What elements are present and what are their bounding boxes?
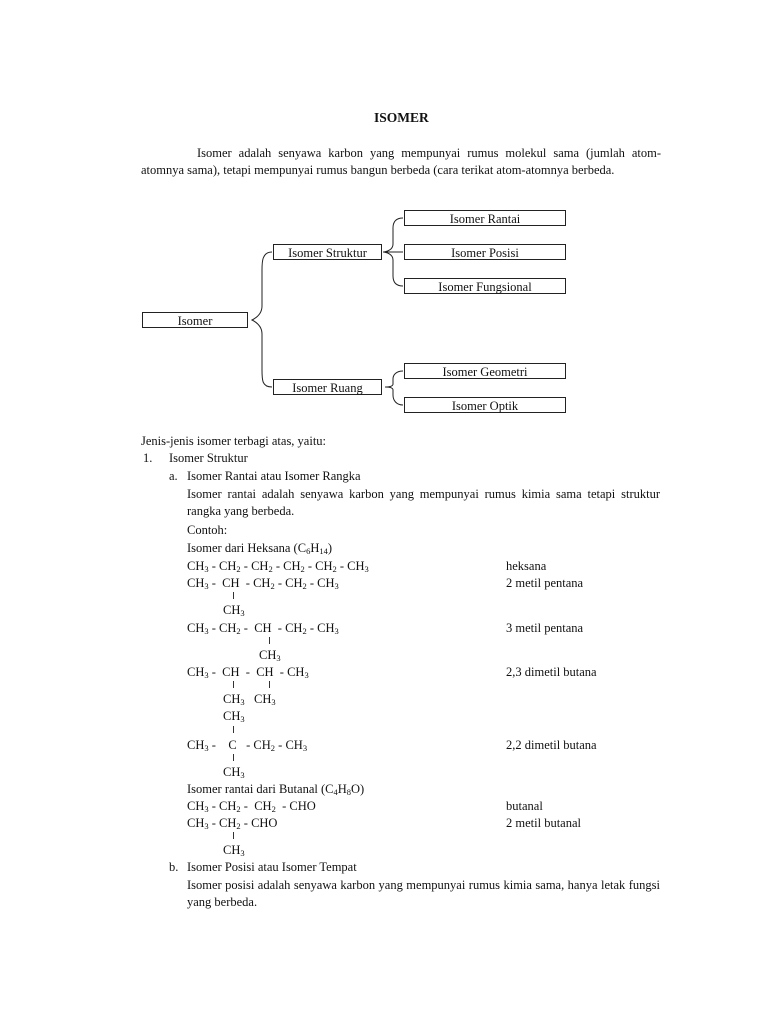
label-3-metil-pentana: 3 metil pentana <box>506 621 584 635</box>
butanal-title: Isomer rantai dari Butanal $(C_4H_8O)$ <box>187 782 365 797</box>
formula-3-metil-pentana: $CH_3 - CH_2$ - CH - $CH_2 - CH_3$ <box>187 621 339 636</box>
formula-2-metil-butanal: $CH_3 - CH_2$ - CHO <box>187 816 278 831</box>
box-isomer-optik: Isomer Optik <box>404 397 566 413</box>
section-1-number: 1. <box>143 451 153 465</box>
bond-line <box>233 832 234 839</box>
sub-a-desc: Isomer rantai adalah senyawa karbon yang mempunyai rumus kimia sama tetapi struktur rangka yang berbeda. <box>187 487 660 518</box>
formula-heksana: $CH_3 - CH_2 - CH_2 - CH_2 - CH_2 - CH_3$ <box>187 559 369 574</box>
jenis-intro: Jenis-jenis isomer terbagi atas, yaitu: <box>141 434 327 448</box>
heksana-title: Isomer dari Heksana $(C_6H_{14})$ <box>187 541 333 556</box>
label-2-metil-butanal: 2 metil butanal <box>506 816 581 830</box>
label-2-3-dimetil-butana: 2,3 dimetil butana <box>506 665 597 679</box>
bond-line <box>269 637 270 644</box>
contoh-label: Contoh: <box>187 523 228 537</box>
bond-line <box>233 681 234 688</box>
label-heksana: heksana <box>506 559 547 573</box>
label-2-metil-pentana: 2 metil pentana <box>506 576 584 590</box>
sub-b-desc: Isomer posisi adalah senyawa karbon yang mempunyai rumus kimia sama, hanya letak fungsi yang berbeda. <box>187 878 660 909</box>
bond-line <box>269 681 270 688</box>
branch-ch3: $CH_3$ $CH_3$ <box>223 692 276 707</box>
formula-2-3-dimetil-butana: $CH_3$ - CH - CH - $CH_3$ <box>187 665 309 680</box>
label-butanal: butanal <box>506 799 543 813</box>
sub-b-letter: b. <box>169 860 179 874</box>
formula-2-metil-pentana: $CH_3$ - CH - $CH_2 - CH_2 - CH_3$ <box>187 576 339 591</box>
page-title: ISOMER <box>374 110 429 125</box>
formula-butanal: $CH_3 - CH_2 - CH_2$ - CHO <box>187 799 316 814</box>
bond-line <box>233 726 234 733</box>
branch-ch3: $CH_3$ <box>259 648 281 663</box>
branch-ch3: $CH_3$ <box>223 765 245 780</box>
sub-a-letter: a. <box>169 469 178 483</box>
box-isomer-rantai: Isomer Rantai <box>404 210 566 226</box>
box-isomer-struktur: Isomer Struktur <box>273 244 382 260</box>
box-isomer-fungsional: Isomer Fungsional <box>404 278 566 294</box>
sub-a-label: Isomer Rantai atau Isomer Rangka <box>187 469 361 483</box>
branch-ch3: $CH_3$ <box>223 709 245 724</box>
box-isomer-posisi: Isomer Posisi <box>404 244 566 260</box>
formula-2-2-dimetil-butana: $CH_3$ - C - $CH_2 - CH_3$ <box>187 738 308 753</box>
box-isomer-root: Isomer <box>142 312 248 328</box>
box-isomer-geometri: Isomer Geometri <box>404 363 566 379</box>
bond-line <box>233 592 234 599</box>
bond-line <box>233 754 234 761</box>
label-2-2-dimetil-butana: 2,2 dimetil butana <box>506 738 597 752</box>
box-isomer-ruang: Isomer Ruang <box>273 379 382 395</box>
section-1-label: Isomer Struktur <box>169 451 248 465</box>
intro-paragraph: Isomer adalah senyawa karbon yang mempunyai rumus molekul sama (jumlah atom-atomnya sama), tetapi mempunyai rumus bangun berbeda (cara terikat atom-atomnya berbeda. <box>141 146 661 177</box>
branch-ch3: $CH_3$ <box>223 603 245 618</box>
branch-ch3: $CH_3$ <box>223 843 245 858</box>
sub-b-label: Isomer Posisi atau Isomer Tempat <box>187 860 357 874</box>
